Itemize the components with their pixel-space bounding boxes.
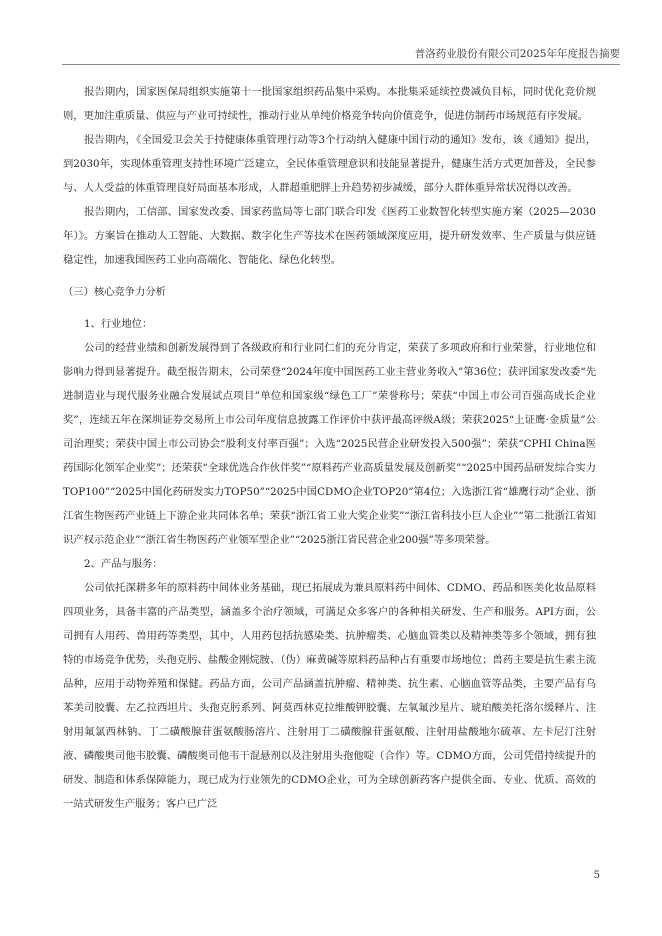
page-header	[0, 0, 662, 60]
paragraph-industry-position: 公司的经营业绩和创新发展得到了各级政府和行业同仁们的充分肯定，荣获了多项政府和行业荣誉，行业地位和影响力得到显著提升。截至报告期末，公司荣登“2024年度中国医药工业主营业务收入”第36位；获评国家发改委“先进制造业与现代服务业融合发展试点项目”单位和国家级“绿色工厂”荣誉称号；荣获“中国上市公司百强高成长企业奖”，连续五年在深圳证券交易所上市公司年度信息披露工作评价中获评最高评级A级；荣获2025“上证鹰·金质量”公司治理奖；荣获中国上市公司协会“股利支付率百强”；入选“2025民营企业研发投入500强”；荣获“CPHI China医药国际化领军企业奖”；还荣获“全球优选合作伙伴奖”“原料药产业高质量发展及创新奖”“2025中国药品研发综合实力TOP100”“2025中国化药研发实力TOP50”“2025中国CDMO企业TOP20”第4位；入选浙江省“雄鹰行动”企业、浙江省生物医药产业链上下游企业共同体名单；荣获“浙江省工业大奖企业奖”“浙江省科技小巨人企业”“第二批浙江省知识产权示范企业”“浙江省生物医药产业领军型企业”“2025浙江省民营企业200强”等多项荣誉。	[63, 342, 596, 546]
subheading-industry-position: 1、行业地位：	[84, 318, 153, 330]
report-title: 普洛药业股份有限公司2025年年度报告摘要	[414, 48, 620, 60]
paragraph-procurement: 报告期内，国家医保局组织实施第十一批国家组织药品集中采购。本批集采延续控费减负目标，同时优化竞价规则，更加注重质量、供应与产业可持续性，推动行业从单纯价格竞争转向价值竞争，促进仿制药市场规范有序发展。	[63, 86, 596, 122]
header-divider	[62, 64, 620, 65]
page-number: 5	[593, 870, 600, 881]
subheading-products-services: 2、产品与服务：	[84, 558, 163, 570]
main-content	[63, 80, 596, 816]
paragraph-weight-management: 报告期内，《全国爱卫会关于持健康体重管理行动等3个行动纳入健康中国行动的通知》发布，该《通知》提出，到2030年，实现体重管理支持性环境广泛建立，全民体重管理意识和技能显著提升，健康生活方式更加普及，全民参与、人人受益的体重管理良好局面基本形成，人群超重肥胖上升趋势初步减缓，部分人群体重异常状况得以改善。	[63, 134, 596, 194]
paragraph-products-services: 公司依托深耕多年的原料药中间体业务基础，现已拓展成为兼具原料药中间体、CDMO、药品和医美化妆品原料四项业务，具备丰富的产品类型，涵盖多个治疗领域，可满足众多客户的各种相关研发、生产和服务。API方面，公司拥有人用药、兽用药等类型，其中，人用药包括抗感染类、抗肿瘤类、心脑血管类以及精神类等多个领域，拥有独特的市场竞争优势，头孢克肟、盐酸金刚烷胺、（伪）麻黄碱等原料药品种占有重要市场地位；兽药主要是抗生素主流品种，应用于动物养殖和保健。药品方面，公司产品涵盖抗肿瘤、精神类、抗生素、心脑血管等品类，主要产品有乌苯美司胶囊、左乙拉西坦片、头孢克肟系列、阿莫西林克拉维酸钾胶囊、左氧氟沙星片、琥珀酸美托洛尔缓释片、注射用氟氯西林钠、丁二磺酸腺苷蛋氨酸肠溶片、注射用丁二磺酸腺苷蛋氨酸、注射用盐酸地尔硫䓬、左卡尼汀注射液、磷酸奥司他韦胶囊、磷酸奥司他韦干混悬剂以及注射用头孢他啶（合作）等。CDMO方面，公司凭借持续提升的研发、制造和体系保障能力，现已成为行业领先的CDMO企业，可为全球创新药客户提供全面、专业、优质、高效的一站式研发生产服务；客户已广泛	[63, 582, 596, 810]
paragraph-digital-transformation: 报告期内，工信部、国家发改委、国家药监局等七部门联合印发《医药工业数智化转型实施方案（2025—2030年）》。方案旨在推动人工智能、大数据、数字化生产等技术在医药领域深度应用，提升研发效率、生产质量与供应链稳定性，加速我国医药工业向高端化、智能化、绿色化转型。	[63, 206, 596, 266]
section-heading-core-competitiveness: （三）核心竞争力分析	[63, 286, 166, 298]
